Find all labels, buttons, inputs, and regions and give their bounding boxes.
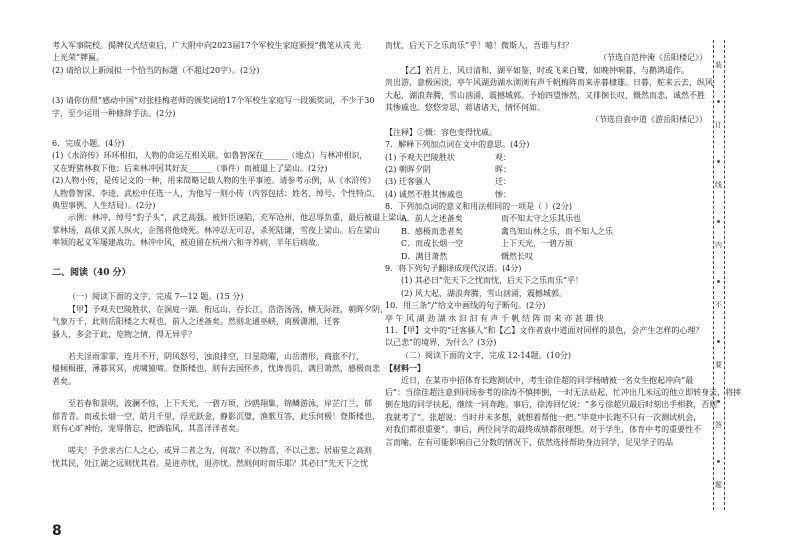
passage-paragraph: 若夫淫雨霏霏，连月不开，阴风怒号，浊浪排空，日星隐曜，山岳潜形，商旅不行， bbox=[68, 351, 364, 361]
question-6-title: 6．完成小题。(4分) bbox=[52, 138, 125, 148]
passage-paragraph: 郁青青。而或长烟一空，皓月千里，浮光跃金，静影沉璧，渔歌互答，此乐何极！登斯楼也， bbox=[52, 411, 380, 421]
question-2: (2) 请给以上新闻拟一个恰当的标题（不超过20字）。(2分) bbox=[52, 65, 260, 75]
example-text: 率领的起义军屡建战功。林冲中风，被迫留在杭州六和寺养病，半年后病故。 bbox=[52, 238, 324, 248]
example-text: 掌林场，高俅又派人纵火，企图将他烧死。林冲忍无可忍，杀死陆谦，雪夜上梁山。后在梁山 bbox=[52, 225, 380, 235]
binding-char: 答 bbox=[715, 421, 722, 429]
binding-char: 内 bbox=[715, 241, 722, 249]
question-3: 字，至少运用一种修辞手法。(2分) bbox=[52, 108, 176, 118]
passage-yi: 【乙】若月上，风日清和，湖平如鉴，时或飞来白鹭，如晚钟响暮，与鹅鸿遥作。 bbox=[401, 65, 689, 75]
q8-option-d: D．满目萧然 慨然长叹 bbox=[401, 251, 533, 261]
right-column bbox=[385, 40, 742, 449]
binding-char: 题 bbox=[715, 481, 722, 489]
source-yi: （节选自袁中道《游岳阳楼记》） bbox=[591, 115, 707, 125]
intro-line: 考入军事院校。揭牌仪式结束后，广大附中向2023届17个军校生家庭颁授“携笔从戎 光 bbox=[52, 41, 362, 50]
question-6-2: 典型事例、人生结局）。(2分) bbox=[52, 200, 156, 210]
binding-char: 线 bbox=[715, 181, 722, 189]
question-9: 9．将下列句子翻译成现代汉语。(4分) bbox=[385, 264, 522, 274]
q7-item: (1) 予观夫巴陵胜状 观： bbox=[385, 152, 511, 162]
material-text: 后”：当徐佳超注意到同场参考的徐涛不慎摔倒，一时无法站起，忙冲出几米远的他立即转身去，将摔 bbox=[385, 387, 742, 397]
passage-paragraph: 至若春和景明，波澜不惊，上下天光，一碧万顷，沙鸥翔集，锦鳞游泳，岸芷汀兰，郁 bbox=[68, 399, 372, 409]
q7-item: (4) 诚然不胜其惨戚也 惨： bbox=[385, 189, 511, 199]
binding-dot bbox=[717, 100, 720, 103]
binding-dot bbox=[717, 400, 720, 403]
q9-item: (1) 其必曰“先天下之忧而忧，后天下之乐而乐”乎！ bbox=[401, 276, 584, 286]
passage-jia: 气象万千，此则岳阳楼之大观也，前人之述备矣。然则北通巫峡，南极潇湘，迁客 bbox=[52, 317, 340, 327]
question-3: (3) 请你仿照“感动中国”对张桂梅老师的颁奖词给17个军校生家庭写一段颁奖词，不少于30 bbox=[52, 96, 375, 106]
q7-item: (3) 迁客骚人 迁： bbox=[385, 177, 511, 187]
subsection-title: （一）阅读下面的文字，完成 7—12 题。(15 分) bbox=[68, 292, 244, 302]
section-reading-title: 二、阅读（40 分） bbox=[52, 268, 131, 279]
question-11: 以己悲”的境界，为什么？(3分) bbox=[385, 338, 497, 348]
q9-item: (2) 风大起，湖浪奔腾，雪山汹涌，震撼城郭。 bbox=[401, 288, 567, 298]
passage-paragraph: 嗟夫！予尝求古仁人之心，或异二者之为，何哉？不以物喜，不以己悲；居庙堂之高则 bbox=[68, 446, 372, 456]
passage-paragraph: 则有心旷神怡，宠辱偕忘，把酒临风，其喜洋洋者矣。 bbox=[52, 423, 244, 433]
q8-option-b: B．感极而悲者矣 禽鸟知山林之乐，而不知人之乐 bbox=[401, 226, 613, 236]
binding-dot bbox=[717, 460, 720, 463]
binding-char: 要 bbox=[715, 361, 722, 369]
material-text: 近日，在某市中招体育长跑测试中，考生徐佳超的同学杨晴被一名女生抱起冲向“最 bbox=[401, 375, 694, 385]
page-number: 8 bbox=[52, 523, 62, 539]
question-6-1: (1)《水浒传》环环相扣，人物的命运互相关联。如鲁智深在______（地点）与林冲相识， bbox=[52, 151, 368, 161]
question-7: 7．解释下列加点词在文中的意思。(4分) bbox=[385, 140, 530, 150]
binding-char: 装 bbox=[715, 61, 722, 69]
question-8: 8．下列加点词的意义和用法相同的一项是（ ）(2分) bbox=[385, 202, 572, 212]
annotation-note: 【注释】①慨：容色变得忧戚。 bbox=[385, 127, 497, 137]
intro-line: 上光荣”牌匾。 bbox=[52, 53, 105, 63]
passage-yi: 大起，湖浪奔腾，雪山汹涌，震撼城郭。予始四望惨然，又徘徊长叹，慨然而悲，诚然不胜 bbox=[385, 90, 705, 100]
passage-paragraph: 者矣。 bbox=[52, 376, 76, 386]
material-text: 倒在地的同学扶起，继续一同奔跑。事后，徐涛回忆说：“多亏徐超贝最后时刻出手相救，否则 bbox=[385, 400, 718, 410]
material-label: 【材料一】 bbox=[385, 363, 425, 374]
material-text: 我就考了”。张超说：当时并未多想，就想着帮他一把。”毕竟中长跑不只有一次测试机会， bbox=[385, 412, 702, 422]
binding-dot bbox=[717, 220, 720, 223]
passage-paragraph: 樯倾楫摧，薄暮冥冥，虎啸猿啼。登斯楼也，则有去国怀乡，忧谗畏讥，满目萧然，感极而悲 bbox=[52, 364, 380, 374]
material-text: 言而喻，在有可能影响自己分数的情况下，依然选择帮助身边同学，足见学子的品 bbox=[385, 437, 673, 447]
binding-char: 订 bbox=[715, 121, 722, 129]
q7-item: (2) 朝晖夕阴 晖： bbox=[385, 164, 511, 174]
binding-char: 不 bbox=[715, 301, 722, 309]
q8-option-c: C．而或长烟一空 上下天光，一碧万顷 bbox=[401, 239, 573, 249]
example-text: 示例：林冲，绰号“豹子头”，武艺高强。被奸臣诬陷，充军沧州，他忍辱负重，最后被逼上梁山， bbox=[68, 213, 413, 223]
passage-jia: 【甲】予观夫巴陵胜状，在洞庭一湖。衔远山，吞长江，浩浩汤汤，横无际涯，朝晖夕阴， bbox=[68, 304, 388, 314]
q8-option-a: A．前人之述备矣 而不知太守之乐其乐也 bbox=[401, 214, 581, 224]
question-6-2: (2)人物小传，是传记文的一种，用来简略记载人物的生平事迹。请参考示例，从《水浒传》 bbox=[52, 176, 376, 186]
material-text: 对我们都很重要”。事后，两位同学的最终成绩都很理想。对于学生，体育中考的重要性不 bbox=[385, 425, 702, 435]
passage-jia-end: 而忧，后天下之乐而乐”乎！噫！微斯人，吾谁与归？ bbox=[385, 41, 574, 50]
binding-dot bbox=[717, 160, 720, 163]
passage-paragraph: 忧其民，处江湖之远则忧其君。是进亦忧，退亦忧。然则何时而乐耶？其必曰“先天下之忧 bbox=[52, 458, 369, 468]
binding-dot bbox=[717, 280, 720, 283]
question-6-1: 又在野猪林救下他；后来林冲因其好友______（事件）而被逼上了梁山。(2分) bbox=[52, 163, 328, 173]
subsection-title: （二）阅读下面的文字，完成 12-14题。(10分) bbox=[401, 350, 572, 360]
passage-yi: 贵出游，意极闲淡，亭午风湖劲湖水浏浏有声千帆梅阵而来赤暮棣雄。日暮，舵来云去，纵风 bbox=[385, 78, 713, 88]
passage-yi: 其惨戚也。悠悠旁思，蒋诸诸天，情怀何如。 bbox=[385, 102, 545, 112]
q10-sentence: 亭 午 风 湖 劲 湖 水 汩 汩 有 声 千 帆 结 阵 而 来 亦 甚 雄 快 bbox=[385, 313, 604, 323]
binding-line bbox=[713, 40, 725, 510]
question-10: 10．用三条“/”给文中画线的句子断句。(2分) bbox=[385, 301, 546, 311]
question-6-2: 人物鲁智深、李逵、武松中任选一人，为他写一则小传（内容包括：姓名、绰号、个性特点、 bbox=[52, 188, 380, 198]
source-jia: （节选自范仲淹《岳阳楼记》） bbox=[599, 53, 707, 63]
binding-dot bbox=[717, 340, 720, 343]
question-11: 11．【甲】文中的“迁客骚人”和【乙】文作者袁中道面对同样的景色，会产生怎样的心理？ bbox=[385, 325, 704, 335]
passage-jia: 骚人，多会于此，览物之情，得无异乎？ bbox=[52, 329, 196, 339]
